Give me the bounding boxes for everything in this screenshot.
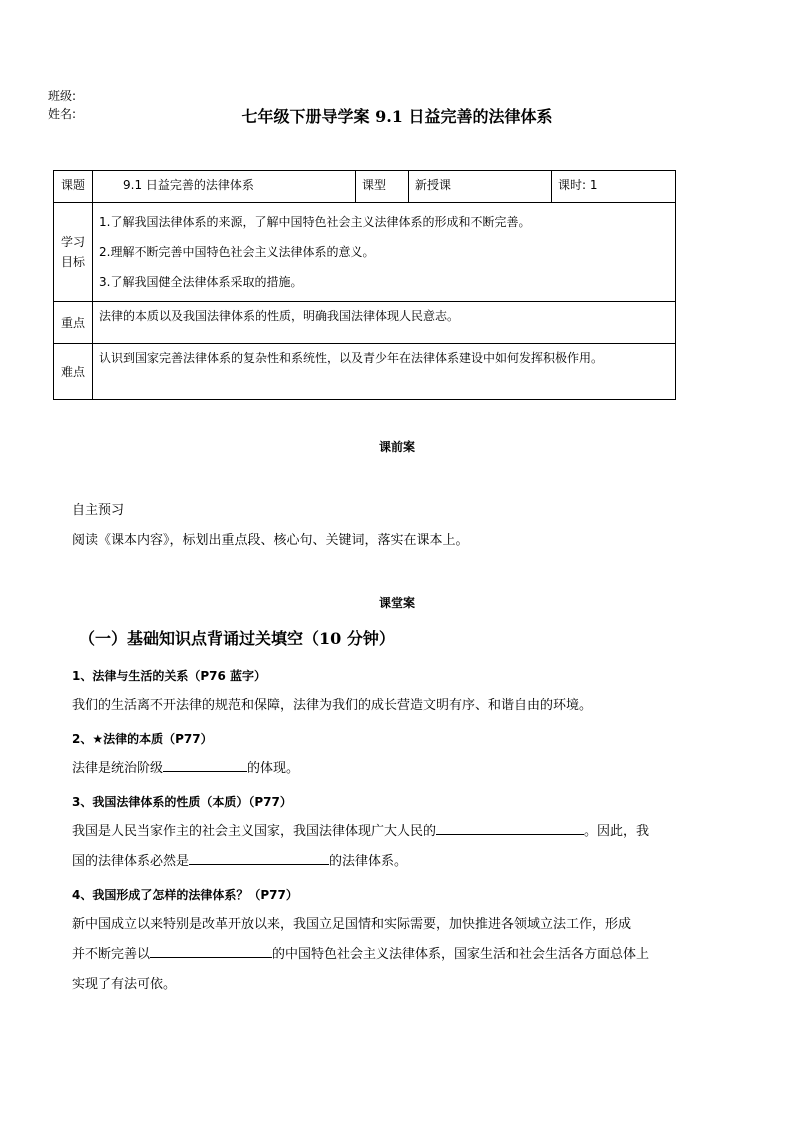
answer-blank[interactable] [163, 757, 247, 772]
hours-label: 课时: 1 [552, 171, 676, 203]
question-4-line-2-before: 并不断完善以 [72, 947, 151, 962]
lesson-info-table [53, 170, 676, 400]
question-2-text [72, 754, 722, 784]
question-4-line-2-after: 的中国特色社会主义法律体系，国家生活和社会生活各方面总体上 [272, 947, 650, 962]
question-3-line-1-before: 我国是人民当家作主的社会主义国家，我国法律体现广大人民的 [72, 824, 437, 839]
question-4-line-1: 新中国成立以来特别是改革开放以来，我国立足国情和实际需要，加快推进各领域立法工作，形成 [72, 917, 632, 932]
question-4-title: 4、我国形成了怎样的法律体系？（P77） [72, 888, 298, 902]
goals-label [54, 203, 93, 302]
answer-blank[interactable] [189, 850, 329, 865]
goal-item: 2.理解不断完善中国特色社会主义法律体系的意义。 [99, 245, 375, 259]
difficult-point-label: 难点 [54, 344, 93, 400]
question-1-text: 我们的生活离不开法律的规范和保障，法律为我们的成长营造文明有序、和谐自由的环境。 [72, 698, 593, 713]
difficult-point-value: 认识到国家完善法律体系的复杂性和系统性，以及青少年在法律体系建设中如何发挥积极作用。 [93, 344, 676, 400]
inclass-heading: 课堂案 [378, 596, 415, 610]
class-label: 班级: [48, 89, 77, 103]
type-label: 课型 [356, 171, 409, 203]
name-label: 姓名: [48, 107, 77, 121]
document-title: 七年级下册导学案 9.1 日益完善的法律体系 [241, 107, 553, 126]
topic-label: 课题 [54, 171, 93, 203]
answer-blank[interactable] [436, 820, 584, 835]
goals-list [93, 203, 676, 302]
answer-blank[interactable] [150, 943, 272, 958]
question-2-text-after: 的体现。 [247, 761, 300, 776]
question-3-line-1-after: 。因此，我 [584, 824, 650, 839]
question-4-line-3: 实现了有法可依。 [72, 977, 177, 992]
key-point-label: 重点 [54, 302, 93, 344]
goal-item: 3.了解我国健全法律体系采取的措施。 [99, 275, 303, 289]
question-4-line-2 [72, 940, 722, 970]
goals-label-line-2: 目标 [60, 255, 85, 269]
question-3-line-2 [72, 847, 722, 877]
topic-value: 9.1 日益完善的法律体系 [93, 171, 356, 203]
preview-instruction: 阅读《课本内容》，标划出重点段、核心句、关键词，落实在课本上。 [72, 533, 469, 548]
goals-label-line-1: 学习 [60, 235, 85, 249]
question-3-line-2-before: 国的法律体系必然是 [72, 854, 190, 869]
question-3-line-1 [72, 817, 722, 847]
goal-item: 1.了解我国法律体系的来源，了解中国特色社会主义法律体系的形成和不断完善。 [99, 215, 531, 229]
preclass-heading: 课前案 [378, 440, 415, 454]
question-2-text-before: 法律是统治阶级 [72, 761, 164, 776]
preview-subheading: 自主预习 [72, 503, 125, 518]
question-2-title: 2、★法律的本质（P77） [72, 732, 213, 746]
type-value: 新授课 [409, 171, 552, 203]
key-point-value: 法律的本质以及我国法律体系的性质，明确我国法律体现人民意志。 [93, 302, 676, 344]
question-3-title: 3、我国法律体系的性质（本质）（P77） [72, 795, 292, 809]
question-1-title: 1、法律与生活的关系（P76 蓝字） [72, 669, 267, 683]
fill-blank-section-title: （一）基础知识点背诵过关填空（10 分钟） [79, 629, 395, 648]
question-3-line-2-after: 的法律体系。 [329, 854, 408, 869]
